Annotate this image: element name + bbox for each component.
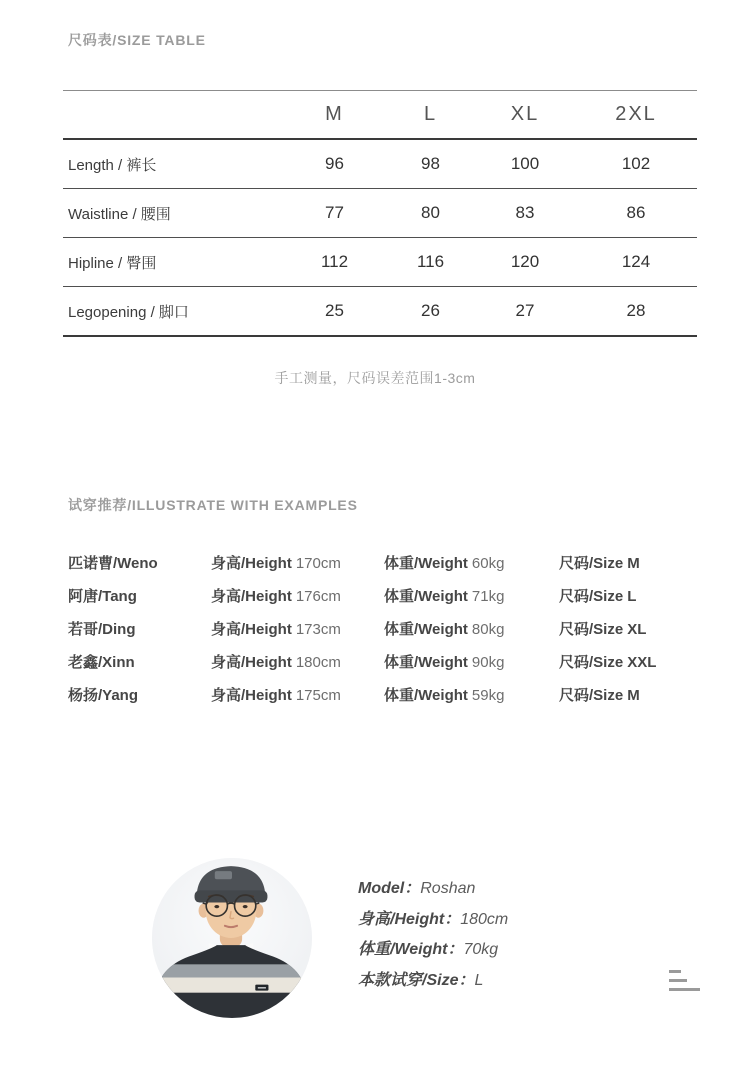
cell-value: 98 (421, 154, 440, 173)
person-name: 杨扬/Yang (68, 687, 139, 704)
fit-example-row (68, 678, 708, 711)
size-column-l: L (423, 103, 438, 125)
table-row-length (63, 140, 697, 189)
cell-value: 28 (626, 301, 646, 320)
row-label: Hipline / 臀围 (68, 254, 157, 272)
person-weight: 体重/Weight 90kg (384, 654, 505, 671)
person-size: 尺码/Size M (559, 555, 640, 572)
size-column-2xl: 2XL (615, 103, 657, 125)
person-weight: 体重/Weight 80kg (384, 621, 505, 638)
person-weight: 体重/Weight 60kg (384, 555, 505, 572)
cell-value: 124 (621, 252, 651, 271)
model-size-line: 本款试穿/Size：L (358, 971, 484, 989)
model-portrait-illustration (152, 858, 312, 1018)
cell-value: 83 (515, 203, 535, 222)
cell-value: 86 (626, 203, 646, 222)
model-weight-line: 体重/Weight：70kg (358, 941, 499, 958)
corner-bar-short (669, 970, 681, 973)
corner-bars-mark (669, 970, 700, 997)
person-size: 尺码/Size L (559, 588, 637, 605)
person-name: 若哥/Ding (68, 621, 136, 638)
fit-example-row (68, 579, 708, 612)
cell-value: 116 (416, 252, 445, 271)
person-height: 身高/Height 175cm (211, 687, 341, 704)
size-column-xl: XL (510, 103, 540, 125)
cell-value: 102 (621, 154, 651, 173)
fit-example-row (68, 546, 708, 579)
person-size: 尺码/Size XXL (559, 654, 657, 671)
corner-bar-long (669, 988, 700, 991)
cell-value: 120 (510, 252, 540, 271)
person-name: 老鑫/Xinn (68, 654, 135, 671)
size-table-title: 尺码表/SIZE TABLE (68, 32, 206, 48)
cell-value: 96 (325, 154, 344, 173)
row-label: Length / 裤长 (68, 156, 157, 174)
cell-value: 27 (515, 301, 535, 320)
person-height: 身高/Height 173cm (211, 621, 341, 638)
cell-value: 100 (510, 154, 540, 173)
fit-examples-list (68, 546, 708, 711)
row-label: Legopening / 脚口 (68, 303, 189, 321)
cell-value: 26 (421, 301, 440, 320)
fit-example-row (68, 645, 708, 678)
model-photo (152, 858, 312, 1018)
cell-value: 77 (325, 203, 344, 222)
person-size: 尺码/Size M (559, 687, 640, 704)
size-table (63, 90, 697, 337)
table-row-legopening (63, 287, 697, 337)
cell-value: 80 (421, 203, 440, 222)
person-name: 匹诺曹/Weno (68, 555, 158, 572)
person-height: 身高/Height 170cm (211, 555, 341, 572)
person-size: 尺码/Size XL (559, 621, 647, 638)
person-weight: 体重/Weight 59kg (384, 687, 505, 704)
cell-value: 112 (320, 252, 349, 271)
cell-value: 25 (325, 301, 344, 320)
fit-examples-title: 试穿推荐/ILLUSTRATE WITH EXAMPLES (68, 497, 358, 513)
person-height: 身高/Height 176cm (211, 588, 341, 605)
model-info (358, 874, 508, 996)
table-row-hipline (63, 238, 697, 287)
fit-example-row (68, 612, 708, 645)
person-height: 身高/Height 180cm (211, 654, 341, 671)
model-name-line: Model：Roshan (358, 880, 476, 897)
model-height-line: 身高/Height：180cm (358, 910, 509, 928)
table-row-waistline (63, 189, 697, 238)
corner-bar-medium (669, 979, 687, 982)
measurement-note: 手工测量，尺码误差范围1-3cm (274, 370, 476, 386)
person-weight: 体重/Weight 71kg (384, 588, 505, 605)
size-column-m: M (325, 103, 344, 125)
size-table-header-row (63, 91, 697, 140)
row-label: Waistline / 腰围 (68, 205, 171, 223)
person-name: 阿唐/Tang (68, 588, 137, 605)
